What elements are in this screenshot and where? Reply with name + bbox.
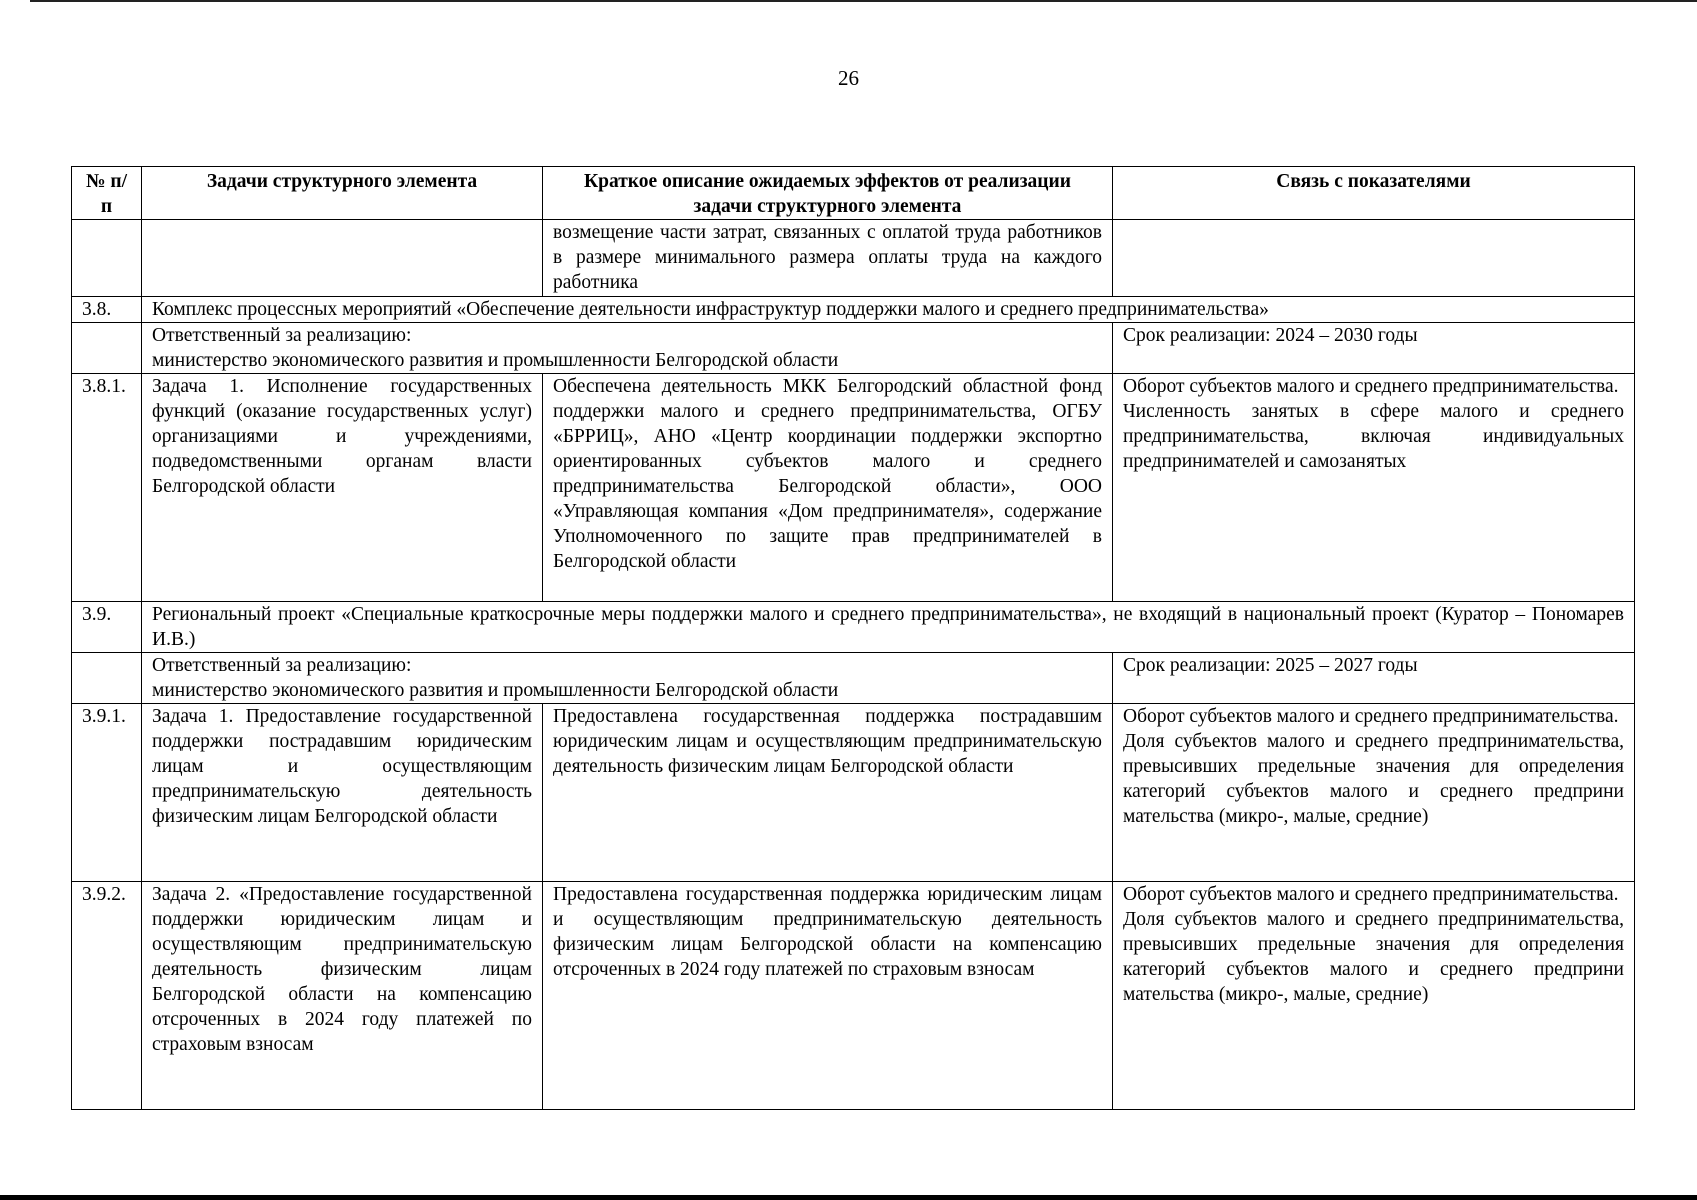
cell-link (1113, 882, 1635, 1110)
term-cell: Срок реализации: 2024 – 2030 годы (1113, 323, 1635, 374)
cell-link (1113, 220, 1635, 297)
table-row-3-9-1 (72, 704, 1635, 882)
header-tasks: Задачи структурного элемента (142, 167, 543, 220)
table-row-3-9-2 (72, 882, 1635, 1110)
section-row-3-9 (72, 602, 1635, 653)
section-title: Комплекс процессных мероприятий «Обеспечение деятельности инфраструктур поддержки малого и среднего предпринимательства» (142, 297, 1635, 323)
cell-effects: Обеспечена деятельность МКК Белгородский областной фонд поддержки малого и среднего предпринимательства, ОГБУ «БРРИЦ», АНО «Центр координации поддержки экспортно ориентированных субъектов малого и среднего предпринимательства Белгородской области», ООО «Управляющая компания «Дом предпринимателя», содержание Уполномоченного по защите прав предпринимателей в Белгородской области (543, 374, 1113, 602)
cell-effects: Предоставлена государственная поддержка пострадавшим юридическим лицам и осуществляющим предпринимательскую деятельность физическим лицам Белгородской области (543, 704, 1113, 882)
table-header-row (72, 167, 1635, 220)
responsible-cell (142, 323, 1113, 374)
cell-num (72, 220, 142, 297)
responsible-value: министерство экономического развития и промышленности Белгородской области (152, 350, 839, 371)
cell-task: Задача 1. Предоставление государственной поддержки пострадавшим юридическим лицам и осуществляющим предпринимательскую деятельность физическим лицам Белгородской области (142, 704, 543, 882)
indicator-1: Оборот субъектов малого и среднего предпринимательства. (1123, 884, 1619, 905)
indicator-2: Численность занятых в сфере малого и среднего предпринимательства, включая индивидуальных предпринимателей и самозанятых (1123, 401, 1624, 472)
page-number: 26 (838, 66, 859, 90)
responsible-value: министерство экономического развития и промышленности Белгородской области (152, 680, 839, 701)
cell-task: Задача 1. Исполнение государственных функций (оказание государственных услуг) организациями и учреждениями, подведомственными органам власти Белгородской области (142, 374, 543, 602)
responsible-cell (142, 653, 1113, 704)
section-title: Региональный проект «Специальные краткосрочные меры поддержки малого и среднего предпринимательства», не входящий в национальный проект (Куратор – Пономарев И.В.) (142, 602, 1635, 653)
table-row-3-8-1 (72, 374, 1635, 602)
responsible-row-3-9 (72, 653, 1635, 704)
responsible-label: Ответственный за реализацию: (152, 655, 412, 676)
indicator-2: Доля субъектов малого и среднего предпринимательства, превысивших предельные значения для определения категорий субъектов малого и среднего предприни мательства (микро-, малые, средние) (1123, 909, 1624, 1005)
cell-task: Задача 2. «Предоставление государственной поддержки юридическим лицам и осуществляющим предпринимательскую деятельность физическим лицам Белгородской области на компенсацию отсроченных в 2024 году платежей по страховым взносам (142, 882, 543, 1110)
header-effects: Краткое описание ожидаемых эффектов от реализации задачи структурного элемента (543, 167, 1113, 220)
term-cell: Срок реализации: 2025 – 2027 годы (1113, 653, 1635, 704)
cell-link (1113, 704, 1635, 882)
cell-effects: Предоставлена государственная поддержка юридическим лицам и осуществляющим предпринимательскую деятельность физическим лицам Белгородской области на компенсацию отсроченных в 2024 году платежей по страховым взносам (543, 882, 1113, 1110)
section-row-3-8 (72, 297, 1635, 323)
cell-num (72, 653, 142, 704)
indicator-1: Оборот субъектов малого и среднего предпринимательства. (1123, 376, 1619, 397)
section-num: 3.9. (72, 602, 142, 653)
header-link: Связь с показателями (1113, 167, 1635, 220)
cell-num (72, 323, 142, 374)
cell-effects: возмещение части затрат, связанных с оплатой труда работников в размере минимального размера оплаты труда на каждого работника (543, 220, 1113, 297)
scan-top-edge (30, 0, 1697, 2)
cell-num: 3.9.2. (72, 882, 142, 1110)
responsible-row-3-8 (72, 323, 1635, 374)
indicator-1: Оборот субъектов малого и среднего предпринимательства. (1123, 706, 1619, 727)
cell-task (142, 220, 543, 297)
scan-bottom-edge (0, 1195, 1697, 1200)
header-num: № п/п (72, 167, 142, 220)
table-row (72, 220, 1635, 297)
cell-num: 3.9.1. (72, 704, 142, 882)
cell-num: 3.8.1. (72, 374, 142, 602)
responsible-label: Ответственный за реализацию: (152, 325, 412, 346)
cell-link (1113, 374, 1635, 602)
section-num: 3.8. (72, 297, 142, 323)
structural-elements-table (71, 166, 1635, 1110)
indicator-2: Доля субъектов малого и среднего предпринимательства, превысивших предельные значения для определения категорий субъектов малого и среднего предприни мательства (микро-, малые, средние) (1123, 731, 1624, 827)
